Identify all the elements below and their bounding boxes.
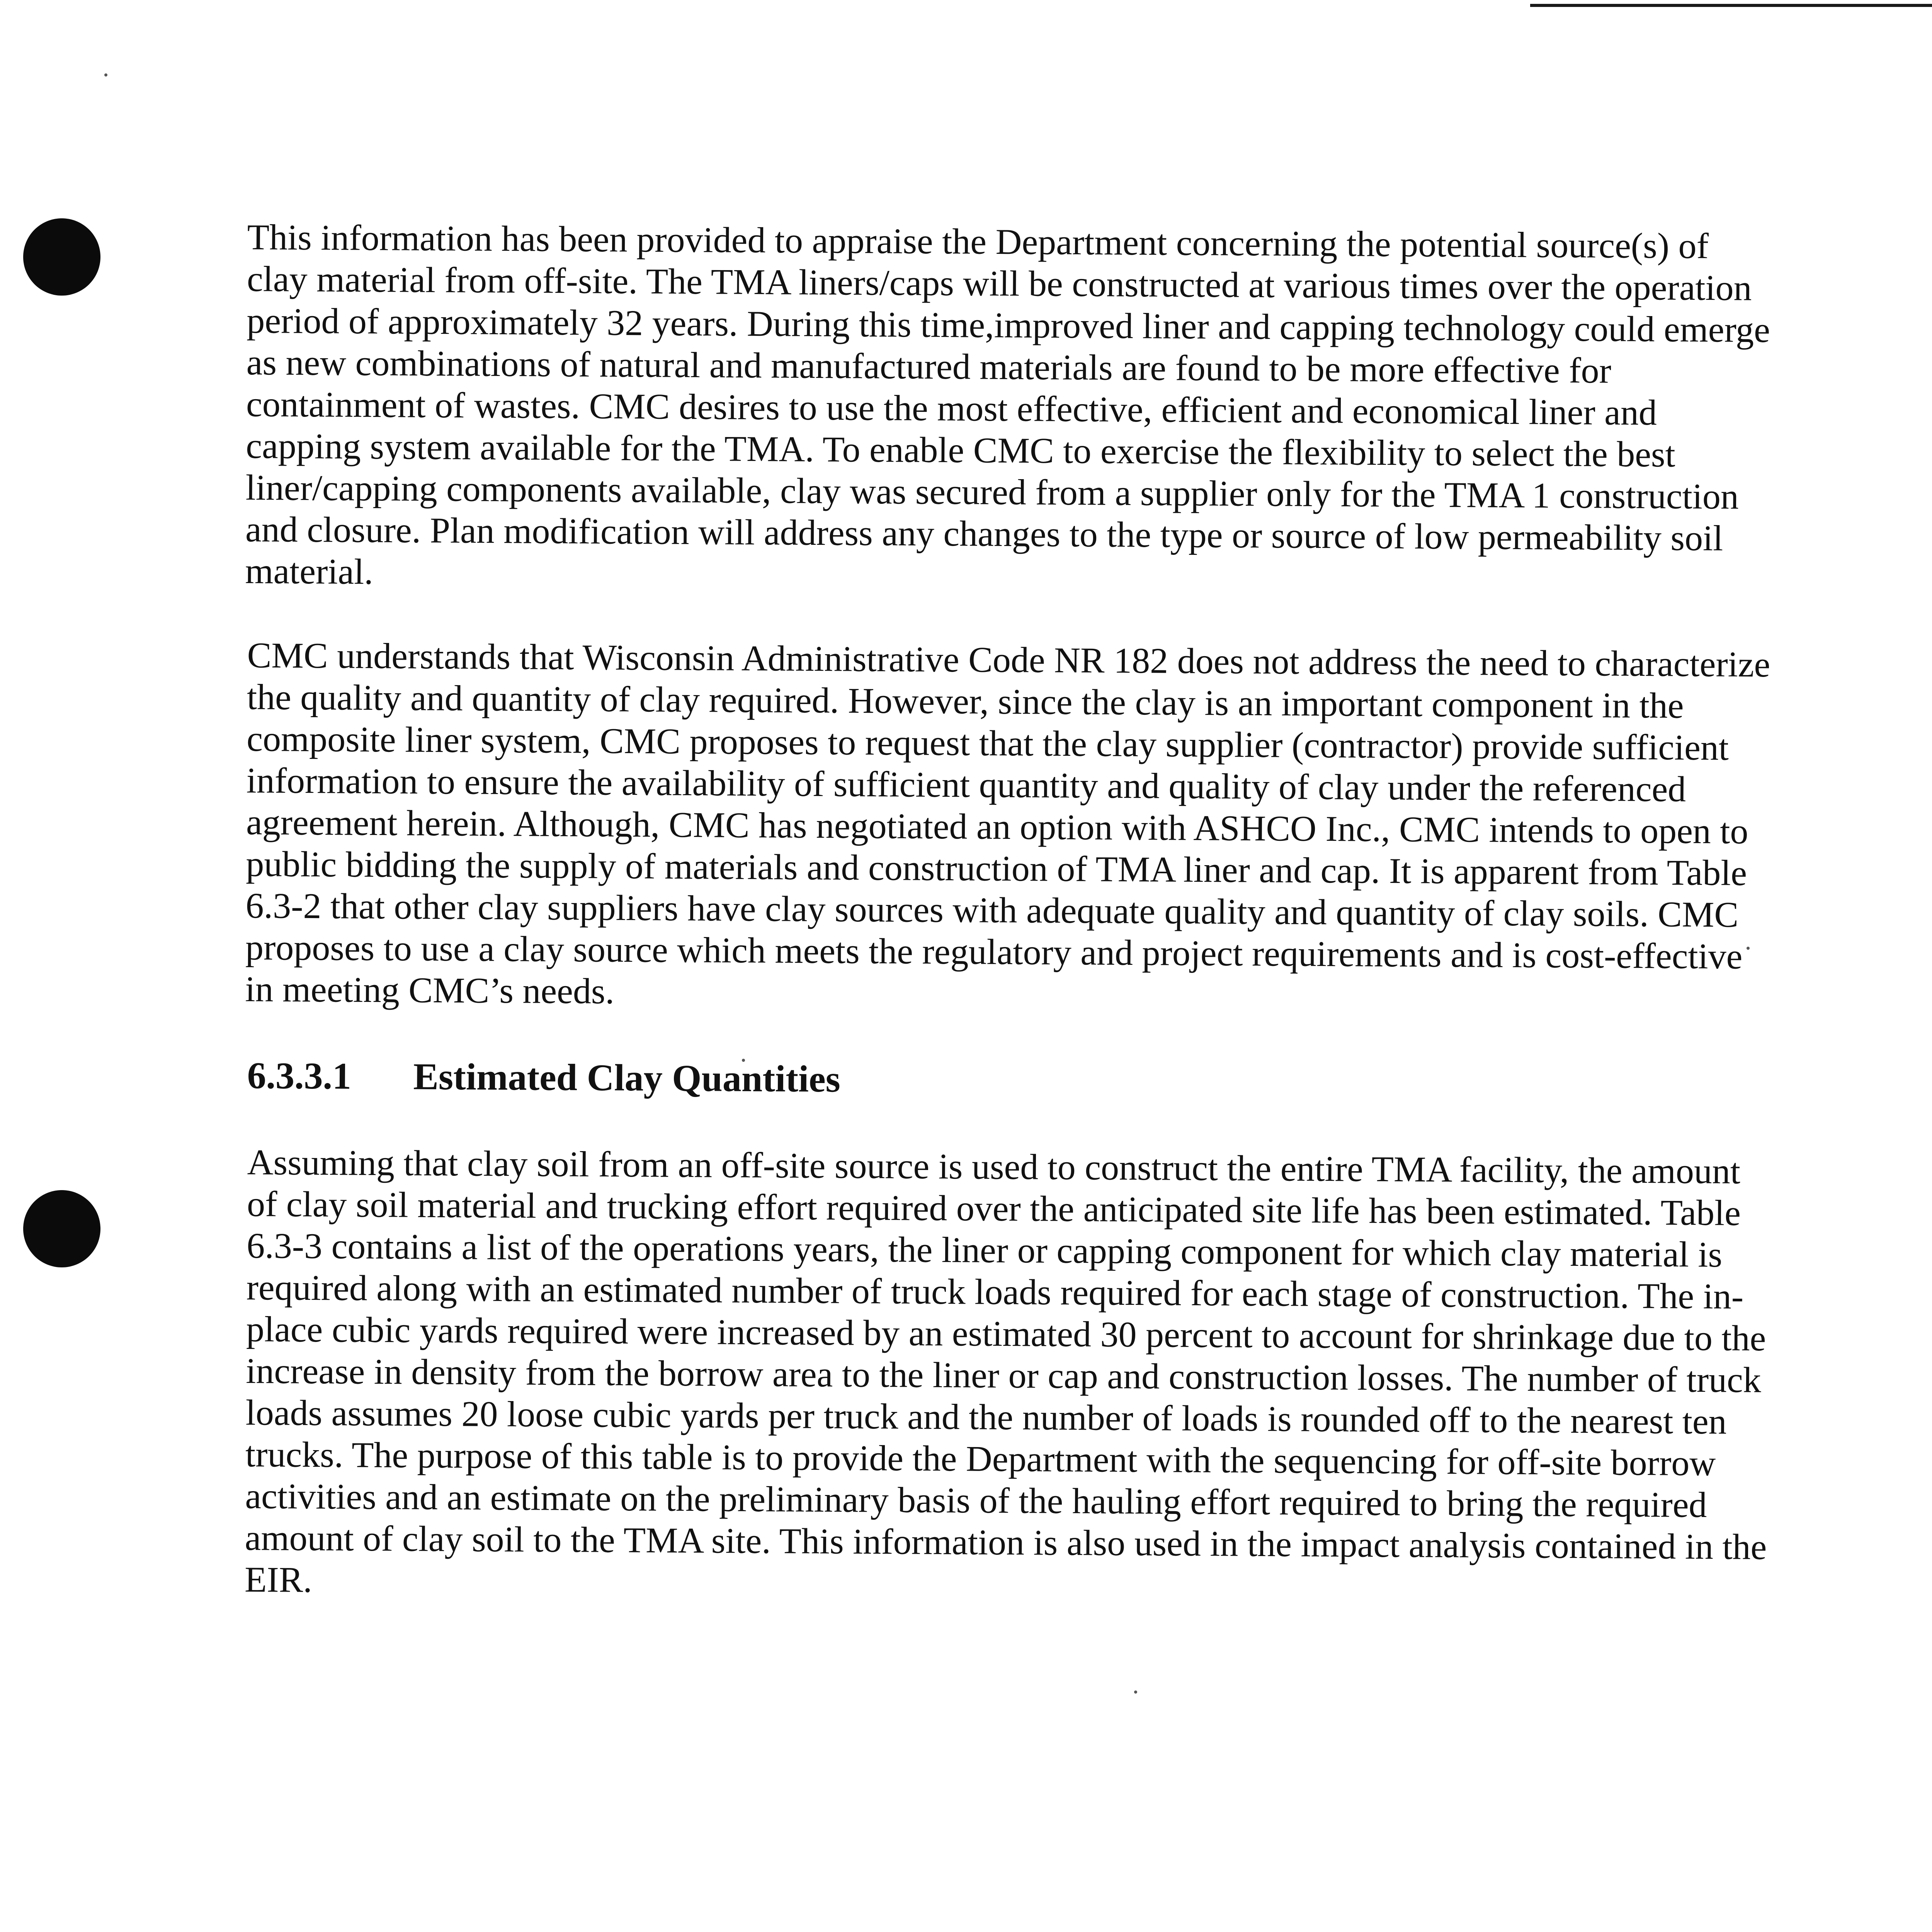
scan-speck <box>1134 1690 1137 1694</box>
paragraph-cmc-understands: CMC understands that Wisconsin Administrative Code NR 182 does not address the need to characterize the quality and quantity of clay required. However, since the clay is an important component in the composite liner system, CMC proposes to request that the clay supplier (contractor) provide sufficient information to ensure the availability of sufficient quantity and quality of clay under the referenced agreement herein. Although, CMC has negotiated an option with ASHCO Inc., CMC intends to open to public bidding the supply of materials and construction of TMA liner and cap. It is apparent from Table 6.3-2 that other clay suppliers have clay sources with adequate quality and quantity of clay soils. CMC proposes to use a clay source which meets the regulatory and project requirements and is cost-effective in meeting CMC’s needs. <box>245 635 1770 1012</box>
scan-speck <box>104 73 107 77</box>
section-title: Estimated Clay Quantities <box>413 1056 841 1100</box>
punch-hole-middle <box>23 1190 100 1267</box>
paragraph-clay-source-info: This information has been provided to appraise the Department concerning the potential source(s) of clay material from off-site. The TMA liners/caps will be constructed at various times over the operation period of approximately 32 years. During this time,improved liner and capping technology could emerge as new combinations of natural and manufactured materials are found to be more effective for containment of wastes. CMC desires to use the most effective, efficient and economical liner and capping system available for the TMA. To enable CMC to exercise the flexibility to select the best liner/capping components available, clay was secured from a supplier only for the TMA 1 construction and closure. Plan modification will address any changes to the type or source of low permeability soil material. <box>245 217 1770 592</box>
paragraph-estimated-quantities: Assuming that clay soil from an off-site source is used to construct the entire TMA facility, the amount of clay soil material and trucking effort required over the anticipated site life has been estimated. Table 6.3-3 contains a list of the operations years, the liner or capping component for which clay material is required along with an estimated number of truck loads required for each stage of construction. The in-place cubic yards required were increased by an estimated 30 percent to account for shrinkage due to the increase in density from the borrow area to the liner or cap and construction losses. The number of truck loads assumes 20 loose cubic yards per truck and the number of loads is rounded off to the nearest ten trucks. The purpose of this table is to provide the Department with the sequencing for off-site borrow activities and an estimate on the preliminary basis of the hauling effort required to bring the required amount of clay soil to the TMA site. This information is also used in the impact analysis contained in the EIR. <box>244 1142 1767 1600</box>
section-number: 6.3.3.1 <box>247 1055 352 1097</box>
punch-hole-top <box>23 218 100 296</box>
section-heading <box>247 1053 1777 1108</box>
document-body <box>244 216 1777 1643</box>
top-edge-rule <box>1530 4 1932 7</box>
